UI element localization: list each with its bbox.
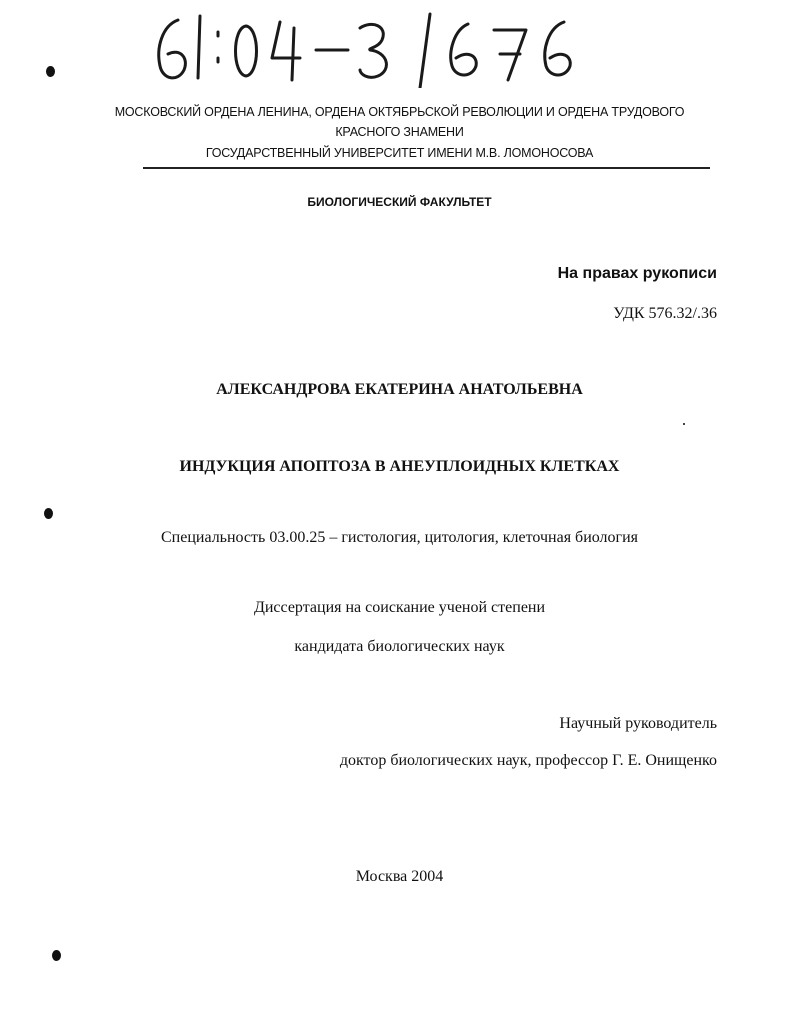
university-name-line2: КРАСНОГО ЗНАМЕНИ	[335, 125, 464, 139]
dissertation-degree-line1: Диссертация на соискание ученой степени	[253, 599, 546, 616]
dissertation-title: ИНДУКЦИЯ АПОПТОЗА В АНЕУПЛОИДНЫХ КЛЕТКАХ	[179, 458, 620, 475]
faculty-name: БИОЛОГИЧЕСКИЙ ФАКУЛЬТЕТ	[307, 195, 492, 209]
handwritten-archive-number	[148, 8, 608, 88]
university-name-line1: МОСКОВСКИЙ ОРДЕНА ЛЕНИНА, ОРДЕНА ОКТЯБРЬСКОЙ РЕВОЛЮЦИИ И ОРДЕНА ТРУДОВОГО	[114, 105, 685, 119]
punch-hole-top	[46, 66, 55, 77]
author-name: АЛЕКСАНДРОВА ЕКАТЕРИНА АНАТОЛЬЕВНА	[216, 381, 583, 398]
punch-hole-bottom	[52, 950, 61, 961]
punch-hole-middle	[44, 508, 53, 519]
supervisor-label: Научный руководитель	[559, 715, 717, 732]
scan-speck	[683, 423, 685, 425]
specialty-line: Специальность 03.00.25 – гистология, цитология, клеточная биология	[160, 529, 639, 546]
place-and-year: Москва 2004	[355, 868, 444, 885]
university-name-line3: ГОСУДАРСТВЕННЫЙ УНИВЕРСИТЕТ ИМЕНИ М.В. ЛОМОНОСОВА	[205, 146, 594, 160]
udk-code: УДК 576.32/.36	[613, 305, 717, 322]
manuscript-rights-label: На правах рукописи	[557, 265, 717, 282]
dissertation-degree-line2: кандидата биологических наук	[294, 638, 505, 655]
supervisor-name: доктор биологических наук, профессор Г. Е. Онищенко	[339, 752, 717, 769]
header-divider	[143, 167, 710, 169]
